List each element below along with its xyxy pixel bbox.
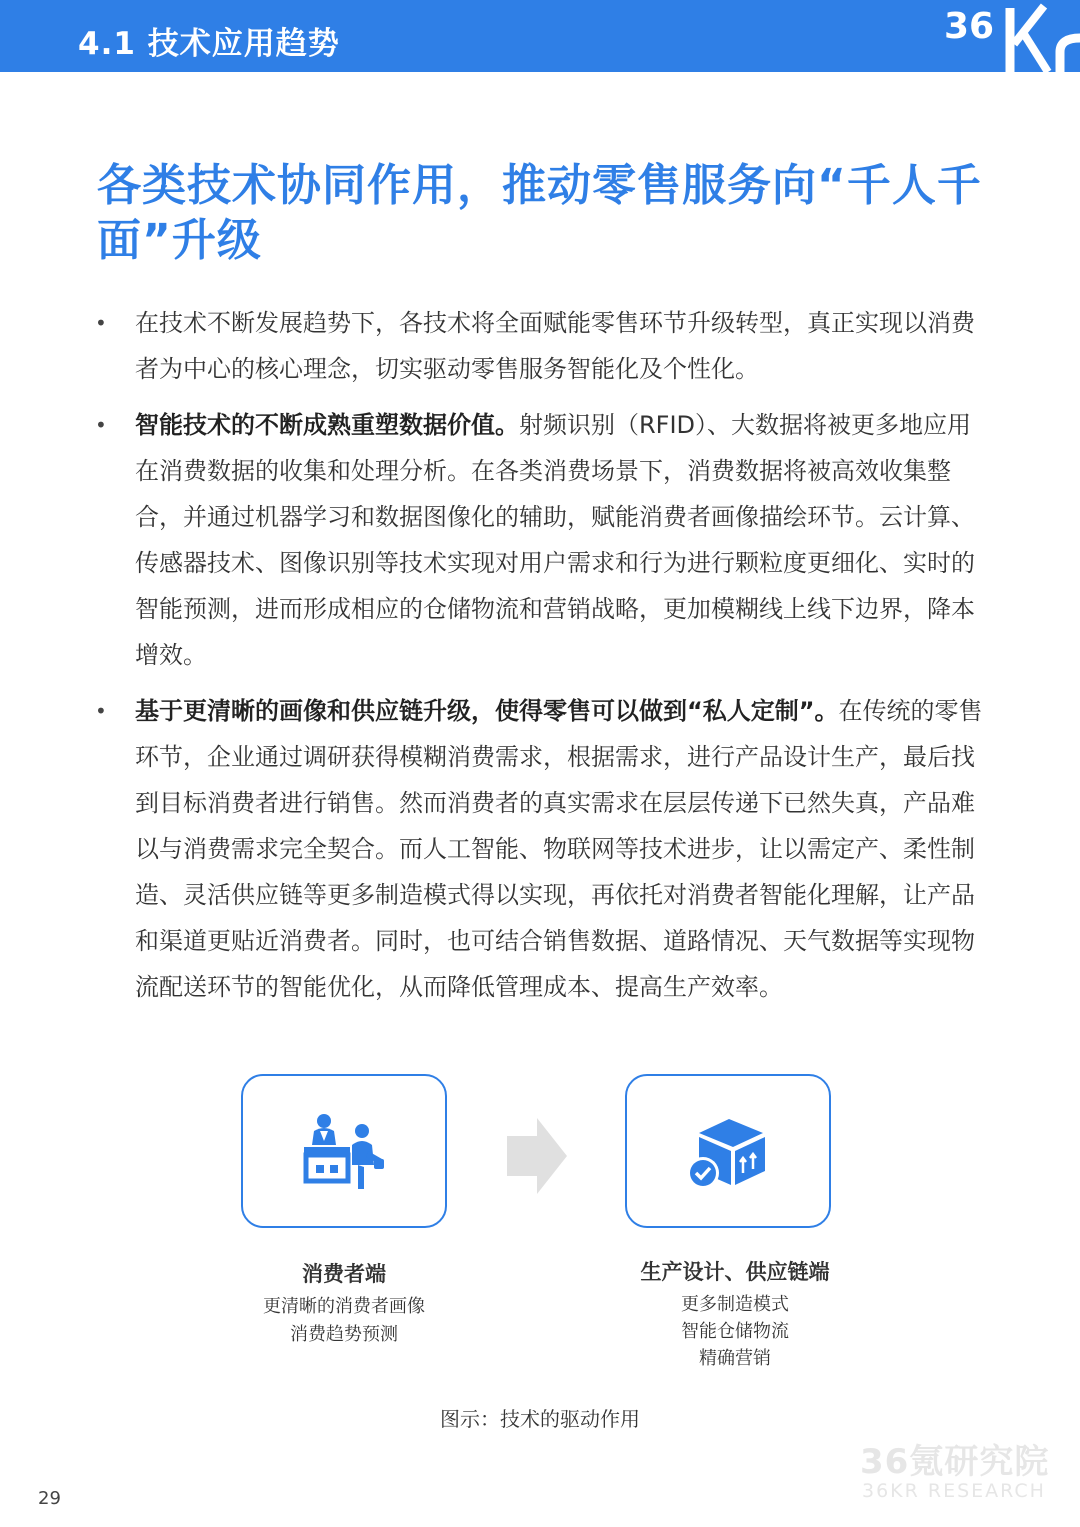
bullet-dot-icon: • <box>95 311 107 335</box>
shop-counter-icon <box>302 1111 386 1191</box>
supply-chain-line: 智能仓储物流 <box>681 1321 789 1342</box>
bullet-item <box>90 688 990 1010</box>
header-bar <box>0 0 1080 72</box>
bullet-dot-icon: • <box>95 413 107 437</box>
supply-chain-line: 精确营销 <box>699 1348 771 1369</box>
consumer-line: 更清晰的消费者画像 <box>263 1296 425 1317</box>
36kr-logo <box>944 0 1080 72</box>
bullet-list <box>90 300 990 1020</box>
bullet-text: 射频识别（RFID）、大数据将被更多地应用在消费数据的收集和处理分析。在各类消费场景下，消费数据将被高效收集整合，并通过机器学习和数据图像化的辅助，赋能消费者画像描绘环节。云计算、传感器技术、图像识别等技术实现对用户需求和行为进行颗粒度更细化、实时的智能预测，进而形成相应的仓储物流和营销战略，更加模糊线上线下边界，降本增效。 <box>135 411 975 669</box>
page-heading: 各类技术协同作用，推动零售服务向“千人千面”升级 <box>97 160 982 266</box>
bullet-bold-text: 智能技术的不断成熟重塑数据价值。 <box>135 411 519 439</box>
bullet-item <box>90 402 990 678</box>
consumer-line: 消费趋势预测 <box>290 1324 398 1345</box>
svg-text:36: 36 <box>944 6 995 47</box>
consumer-card <box>241 1074 447 1228</box>
bullet-text: 在传统的零售环节，企业通过调研获得模糊消费需求，根据需求，进行产品设计生产，最后找到目标消费者进行销售。然而消费者的真实需求在层层传递下已然失真，产品难以与消费需求完全契合。而人工智能、物联网等技术进步，让以需定产、柔性制造、灵活供应链等更多制造模式得以实现，再依托对消费者智能化理解，让产品和渠道更贴近消费者。同时，也可结合销售数据、道路情况、天气数据等实现物流配送环节的智能优化，从而降低管理成本、提高生产效率。 <box>135 697 983 1001</box>
watermark-cn: 36氪研究院 <box>860 1442 1050 1482</box>
page-number: 29 <box>38 1488 61 1509</box>
watermark-en: 36KR RESEARCH <box>862 1480 1046 1502</box>
bullet-dot-icon: • <box>95 699 107 723</box>
section-title: 4.1 技术应用趋势 <box>78 26 340 62</box>
bullet-item <box>90 300 990 392</box>
supply-chain-line: 更多制造模式 <box>681 1294 789 1315</box>
consumer-title: 消费者端 <box>302 1262 386 1286</box>
bullet-bold-text: 基于更清晰的画像和供应链升级，使得零售可以做到“私人定制”。 <box>135 697 839 725</box>
figure-caption: 图示：技术的驱动作用 <box>440 1407 640 1431</box>
supply-chain-title: 生产设计、供应链端 <box>640 1260 830 1284</box>
supply-chain-card <box>625 1074 831 1228</box>
bullet-text: 在技术不断发展趋势下，各技术将全面赋能零售环节升级转型，真正实现以消费者为中心的核心理念，切实驱动零售服务智能化及个性化。 <box>135 309 975 383</box>
arrow-right-icon <box>507 1118 567 1194</box>
package-check-icon <box>683 1111 773 1191</box>
